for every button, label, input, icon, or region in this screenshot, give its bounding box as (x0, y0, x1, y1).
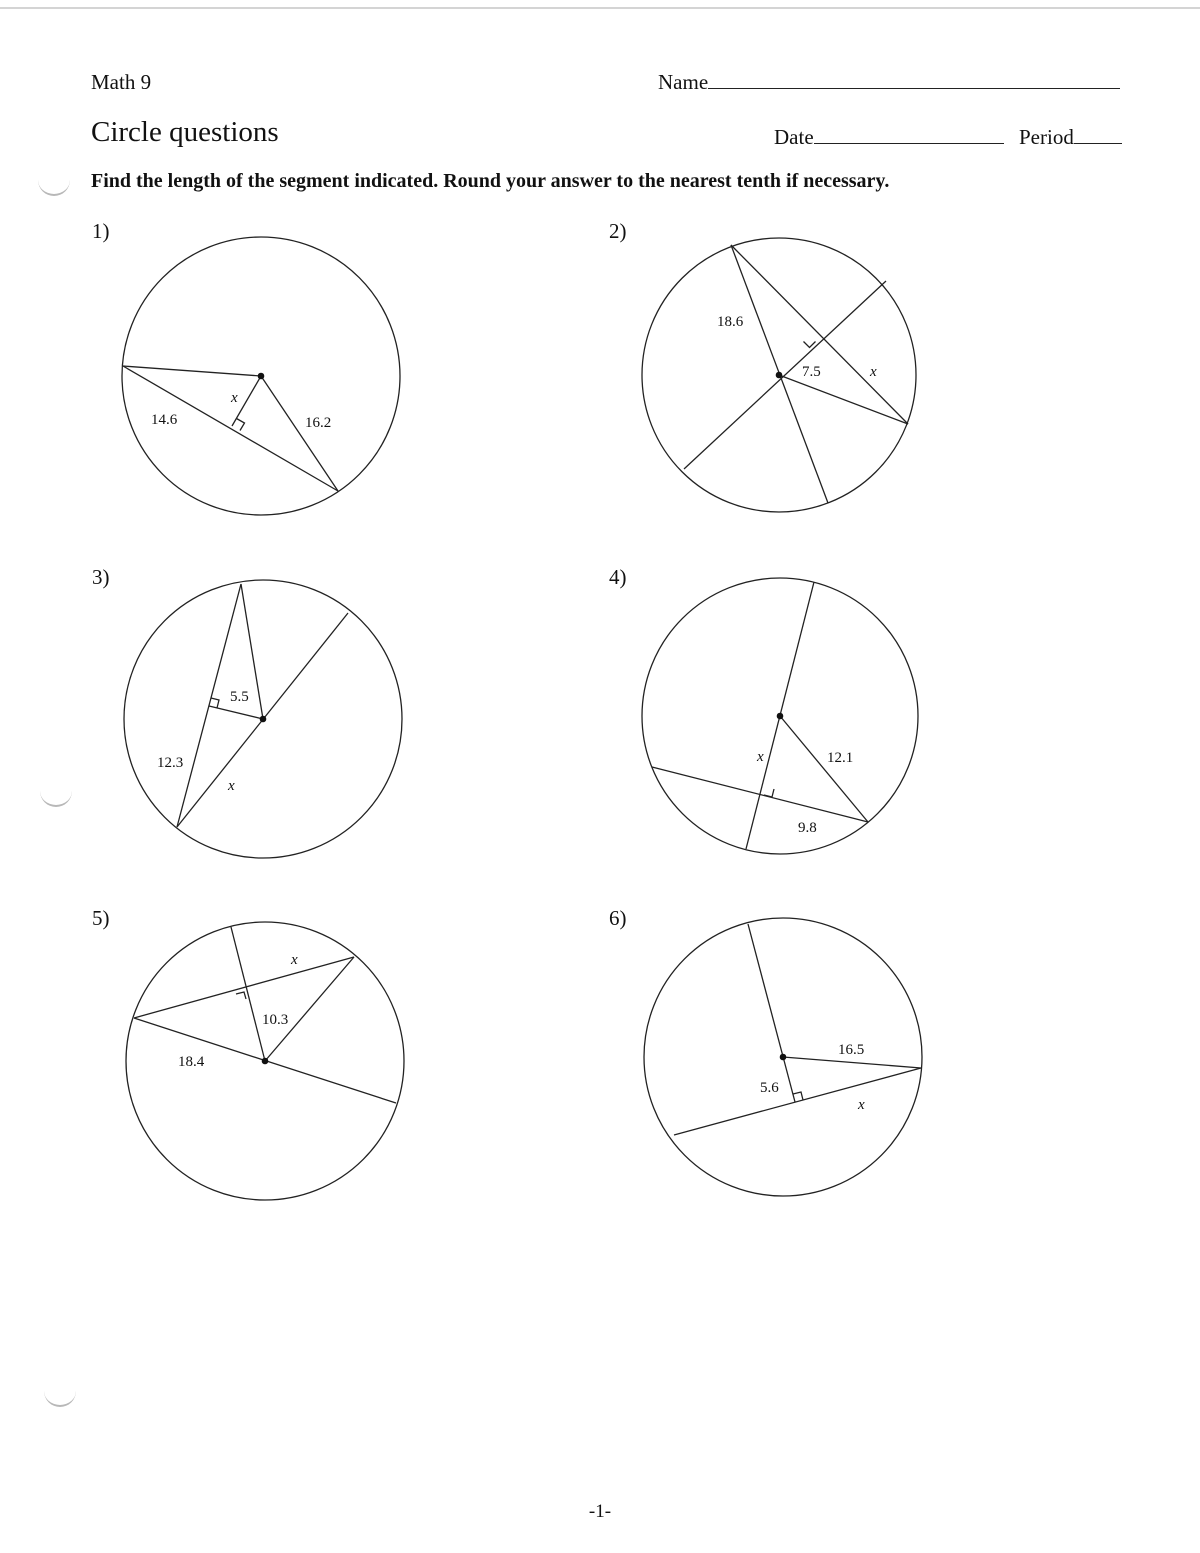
length-label: 12.1 (827, 750, 854, 766)
radius (261, 376, 338, 491)
length-label: 14.6 (151, 412, 178, 428)
length-label: 12.3 (157, 755, 184, 771)
length-label: 18.6 (717, 314, 744, 330)
date-label: Date (774, 125, 814, 149)
unknown-label: x (870, 364, 877, 380)
unknown-label: x (757, 749, 764, 765)
chord (731, 245, 908, 424)
center-point (776, 372, 783, 379)
problem-number: 6) (609, 906, 627, 930)
length-label: 7.5 (802, 364, 821, 380)
diameter (684, 281, 886, 469)
problem-number: 4) (609, 565, 627, 589)
chord (674, 1068, 921, 1135)
right-angle-mark (236, 992, 246, 999)
problem-number: 1) (92, 219, 110, 243)
center-point (260, 716, 267, 723)
radius (123, 366, 261, 376)
unknown-label: x (228, 778, 235, 794)
center-point (262, 1058, 269, 1065)
radius (783, 1057, 921, 1068)
period-label: Period (1019, 125, 1074, 149)
page-number: -1- (588, 1501, 612, 1522)
chord (134, 957, 354, 1018)
radius (779, 375, 908, 424)
course-name: Math 9 (91, 70, 152, 94)
length-label: 5.6 (760, 1080, 779, 1096)
length-label: 18.4 (178, 1054, 205, 1070)
perpendicular (748, 924, 795, 1102)
right-angle-mark (237, 419, 245, 431)
length-label: 9.8 (798, 820, 817, 836)
length-label: 16.5 (838, 1042, 865, 1058)
center-point (777, 713, 784, 720)
right-angle-mark (804, 342, 816, 348)
name-label: Name (658, 70, 709, 94)
instructions: Find the length of the segment indicated. Round your answer to the nearest tenth if necessary. (91, 170, 890, 192)
problem-number: 3) (92, 565, 110, 589)
length-label: 5.5 (230, 689, 249, 705)
radius (265, 957, 354, 1061)
length-label: 10.3 (262, 1012, 289, 1028)
unknown-label: x (231, 390, 238, 406)
right-angle-mark (764, 789, 774, 797)
problem-number: 5) (92, 906, 110, 930)
problem-number: 2) (609, 219, 627, 243)
center-point (780, 1054, 787, 1061)
length-label: 16.2 (305, 415, 332, 431)
page-title: Circle questions (91, 116, 279, 148)
center-point (258, 373, 265, 380)
unknown-label: x (291, 952, 298, 968)
unknown-label: x (858, 1097, 865, 1113)
radius (780, 716, 868, 822)
